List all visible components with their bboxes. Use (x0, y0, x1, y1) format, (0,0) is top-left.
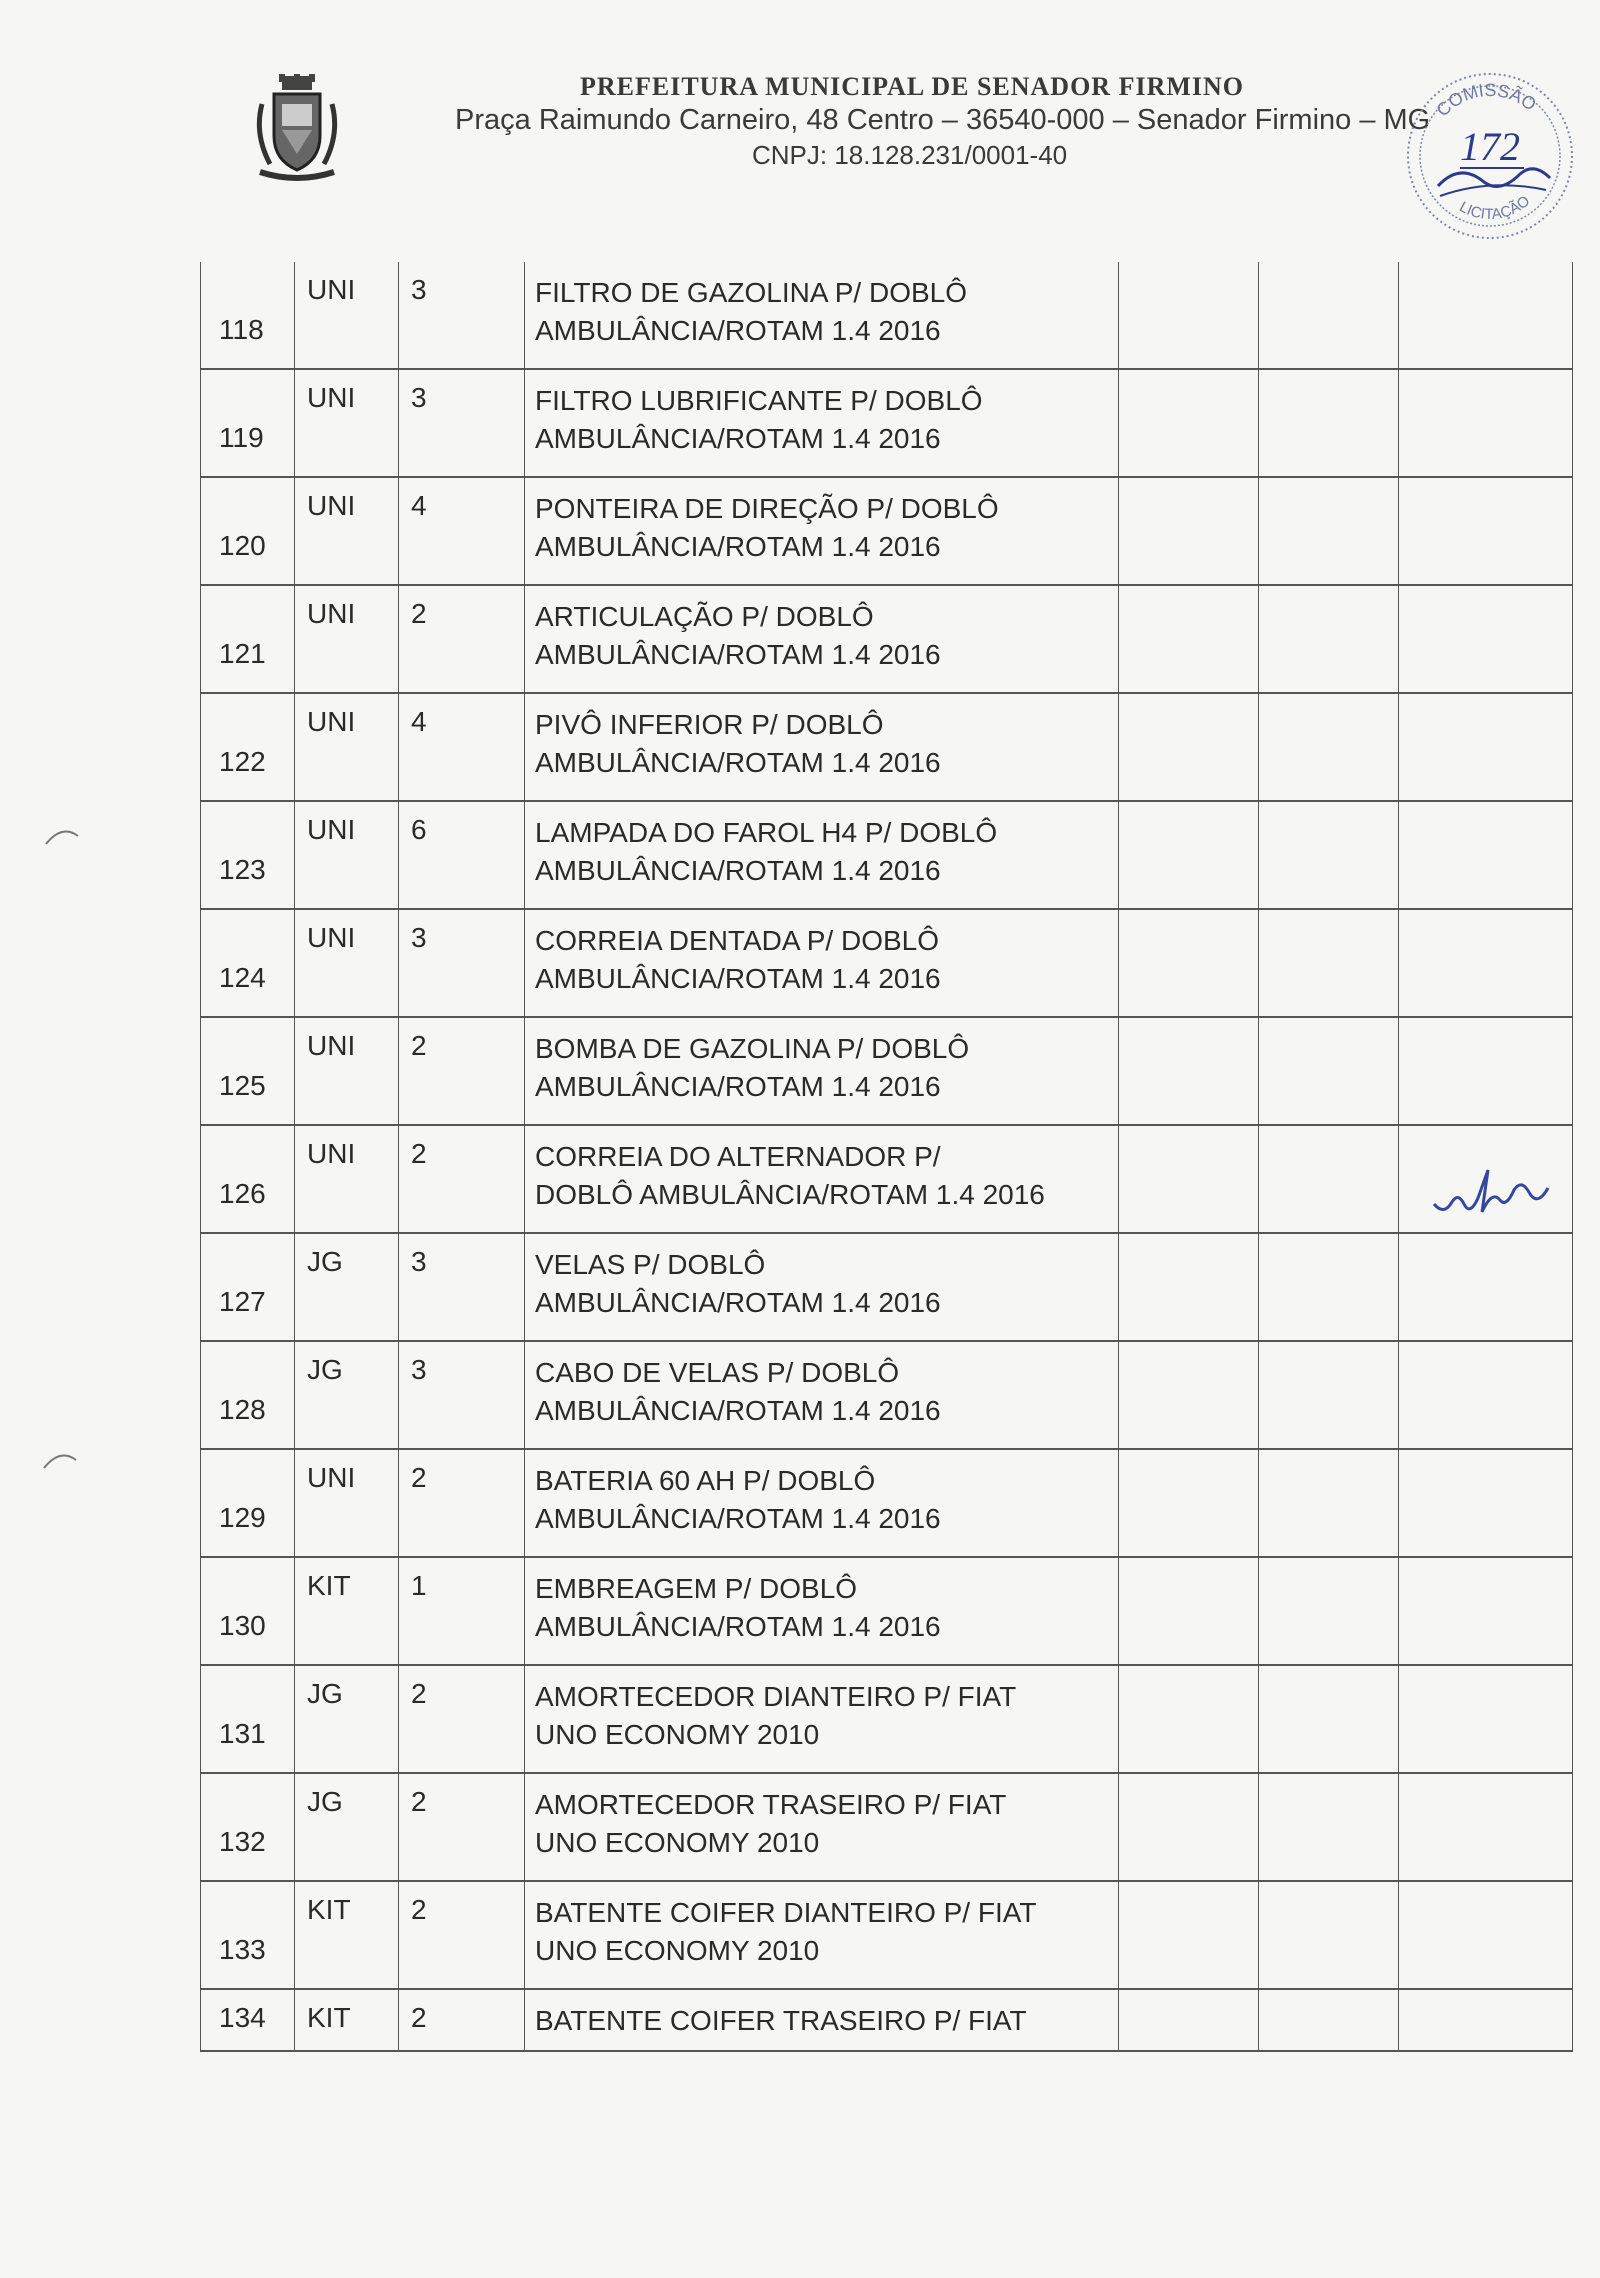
item-quantity: 2 (411, 2002, 427, 2033)
empty-cell (1259, 477, 1399, 585)
table-row (201, 1341, 1573, 1449)
header-cnpj: CNPJ: 18.128.231/0001-40 (752, 140, 1068, 170)
empty-cell (1399, 801, 1573, 909)
item-quantity: 2 (411, 1894, 427, 1925)
table-row (201, 1773, 1573, 1881)
item-quantity: 1 (411, 1570, 427, 1601)
table-row (201, 262, 1573, 369)
empty-cell (1259, 1341, 1399, 1449)
empty-cell (1399, 1341, 1573, 1449)
item-quantity: 4 (411, 706, 427, 737)
table-row (201, 1557, 1573, 1665)
item-quantity: 3 (411, 274, 427, 305)
item-unit: UNI (307, 382, 356, 413)
empty-cell (1119, 1449, 1259, 1557)
stamp-bottom-text: LICITAÇÃO (1456, 192, 1534, 224)
item-unit: KIT (307, 1894, 351, 1925)
item-quantity: 2 (411, 1462, 427, 1493)
item-number: 122 (219, 746, 266, 777)
item-unit: JG (307, 1246, 343, 1277)
empty-cell (1259, 1557, 1399, 1665)
item-number: 129 (219, 1502, 266, 1533)
item-number: 134 (219, 2002, 266, 2033)
empty-cell (1119, 801, 1259, 909)
hole-punch-mark (40, 1444, 80, 1474)
item-quantity: 3 (411, 922, 427, 953)
item-quantity: 6 (411, 814, 427, 845)
empty-cell (1259, 1773, 1399, 1881)
item-description: ARTICULAÇÃO P/ DOBLÔ AMBULÂNCIA/ROTAM 1.4 2016 (535, 601, 941, 670)
empty-cell (1259, 1125, 1399, 1233)
item-number: 119 (219, 422, 264, 453)
item-quantity: 3 (411, 1354, 427, 1385)
item-quantity: 2 (411, 1678, 427, 1709)
item-quantity: 3 (411, 382, 427, 413)
empty-cell (1119, 1881, 1259, 1989)
table-row (201, 585, 1573, 693)
empty-cell (1119, 909, 1259, 1017)
item-description: VELAS P/ DOBLÔ AMBULÂNCIA/ROTAM 1.4 2016 (535, 1249, 941, 1318)
item-description: FILTRO DE GAZOLINA P/ DOBLÔ AMBULÂNCIA/ROTAM 1.4 2016 (535, 277, 968, 346)
item-number: 132 (219, 1826, 266, 1857)
item-description: CABO DE VELAS P/ DOBLÔ AMBULÂNCIA/ROTAM 1.4 2016 (535, 1357, 941, 1426)
empty-cell (1259, 1881, 1399, 1989)
item-unit: UNI (307, 922, 356, 953)
empty-cell (1399, 1665, 1573, 1773)
item-number: 121 (219, 638, 266, 669)
table-row (201, 1989, 1573, 2051)
empty-cell (1259, 1233, 1399, 1341)
header-title: PREFEITURA MUNICIPAL DE SENADOR FIRMINO (580, 72, 1245, 101)
item-number: 120 (219, 530, 266, 561)
empty-cell (1119, 585, 1259, 693)
empty-cell (1399, 1449, 1573, 1557)
item-number: 128 (219, 1394, 266, 1425)
empty-cell (1399, 477, 1573, 585)
item-unit: JG (307, 1678, 343, 1709)
empty-cell (1399, 585, 1573, 693)
table-row (201, 1017, 1573, 1125)
empty-cell (1399, 1989, 1573, 2051)
empty-cell (1119, 477, 1259, 585)
item-description: AMORTECEDOR DIANTEIRO P/ FIAT UNO ECONOMY 2010 (535, 1681, 1017, 1750)
item-description: BOMBA DE GAZOLINA P/ DOBLÔ AMBULÂNCIA/ROTAM 1.4 2016 (535, 1033, 970, 1102)
table-row (201, 909, 1573, 1017)
item-quantity: 2 (411, 598, 427, 629)
empty-cell (1259, 1665, 1399, 1773)
empty-cell (1259, 693, 1399, 801)
municipal-crest-icon (252, 74, 342, 184)
empty-cell (1399, 1881, 1573, 1989)
empty-cell (1259, 585, 1399, 693)
item-description: PONTEIRA DE DIREÇÃO P/ DOBLÔ AMBULÂNCIA/ROTAM 1.4 2016 (535, 493, 999, 562)
empty-cell (1259, 262, 1399, 369)
empty-cell (1399, 262, 1573, 369)
empty-cell (1259, 369, 1399, 477)
empty-cell (1119, 1557, 1259, 1665)
item-description: BATENTE COIFER DIANTEIRO P/ FIAT UNO ECONOMY 2010 (535, 1897, 1037, 1966)
item-number: 131 (219, 1718, 266, 1749)
item-description: CORREIA DO ALTERNADOR P/ DOBLÔ AMBULÂNCIA/ROTAM 1.4 2016 (535, 1141, 1045, 1210)
empty-cell (1259, 1989, 1399, 2051)
empty-cell (1119, 1233, 1259, 1341)
item-description: LAMPADA DO FAROL H4 P/ DOBLÔ AMBULÂNCIA/ROTAM 1.4 2016 (535, 817, 998, 886)
stamp-number: 172 (1460, 124, 1520, 169)
empty-cell (1119, 1989, 1259, 2051)
table-row (201, 369, 1573, 477)
items-table (200, 262, 1573, 2052)
item-unit: UNI (307, 1462, 356, 1493)
item-unit: UNI (307, 490, 356, 521)
item-description: FILTRO LUBRIFICANTE P/ DOBLÔ AMBULÂNCIA/ROTAM 1.4 2016 (535, 385, 983, 454)
item-unit: KIT (307, 2002, 351, 2033)
table-row (201, 1665, 1573, 1773)
table-row (201, 1881, 1573, 1989)
item-unit: UNI (307, 814, 356, 845)
table-row (201, 693, 1573, 801)
empty-cell (1399, 369, 1573, 477)
letterhead (0, 60, 1600, 180)
empty-cell (1259, 801, 1399, 909)
empty-cell (1119, 1665, 1259, 1773)
empty-cell (1119, 693, 1259, 801)
hole-punch-mark (42, 820, 82, 850)
item-description: BATERIA 60 AH P/ DOBLÔ AMBULÂNCIA/ROTAM 1.4 2016 (535, 1465, 941, 1534)
item-number: 127 (219, 1286, 266, 1317)
item-unit: UNI (307, 1030, 356, 1061)
empty-cell (1119, 369, 1259, 477)
item-unit: UNI (307, 1138, 356, 1169)
item-description: EMBREAGEM P/ DOBLÔ AMBULÂNCIA/ROTAM 1.4 2016 (535, 1573, 941, 1642)
empty-cell (1259, 909, 1399, 1017)
item-description: AMORTECEDOR TRASEIRO P/ FIAT UNO ECONOMY 2010 (535, 1789, 1007, 1858)
table-row (201, 477, 1573, 585)
item-quantity: 2 (411, 1786, 427, 1817)
item-description: CORREIA DENTADA P/ DOBLÔ AMBULÂNCIA/ROTAM 1.4 2016 (535, 925, 941, 994)
empty-cell (1399, 1017, 1573, 1125)
item-description: PIVÔ INFERIOR P/ DOBLÔ AMBULÂNCIA/ROTAM 1.4 2016 (535, 709, 941, 778)
empty-cell (1119, 1773, 1259, 1881)
table-row (201, 1125, 1573, 1233)
empty-cell (1119, 1017, 1259, 1125)
item-number: 123 (219, 854, 266, 885)
item-unit: UNI (307, 274, 356, 305)
header-address: Praça Raimundo Carneiro, 48 Centro – 36540-000 – Senador Firmino – MG (455, 104, 1431, 136)
empty-cell (1259, 1449, 1399, 1557)
table-row (201, 1233, 1573, 1341)
empty-cell (1399, 909, 1573, 1017)
item-unit: UNI (307, 706, 356, 737)
table-row (201, 1449, 1573, 1557)
empty-cell (1119, 1125, 1259, 1233)
empty-cell (1399, 1557, 1573, 1665)
empty-cell (1399, 693, 1573, 801)
item-number: 126 (219, 1178, 266, 1209)
item-quantity: 3 (411, 1246, 427, 1277)
empty-cell (1259, 1017, 1399, 1125)
empty-cell (1399, 1773, 1573, 1881)
stamp-top-text: COMISSÃO (1432, 79, 1541, 121)
empty-cell (1399, 1125, 1573, 1233)
item-number: 125 (219, 1070, 266, 1101)
commission-stamp (1400, 66, 1580, 246)
item-quantity: 4 (411, 490, 427, 521)
table-row (201, 801, 1573, 909)
item-quantity: 2 (411, 1138, 427, 1169)
empty-cell (1119, 1341, 1259, 1449)
item-unit: UNI (307, 598, 356, 629)
item-description: BATENTE COIFER TRASEIRO P/ FIAT (535, 2005, 1027, 2036)
item-number: 133 (219, 1934, 266, 1965)
item-number: 124 (219, 962, 266, 993)
item-unit: KIT (307, 1570, 351, 1601)
item-unit: JG (307, 1354, 343, 1385)
empty-cell (1399, 1233, 1573, 1341)
item-quantity: 2 (411, 1030, 427, 1061)
item-number: 130 (219, 1610, 266, 1641)
item-unit: JG (307, 1786, 343, 1817)
empty-cell (1119, 262, 1259, 369)
item-number: 118 (219, 314, 264, 345)
